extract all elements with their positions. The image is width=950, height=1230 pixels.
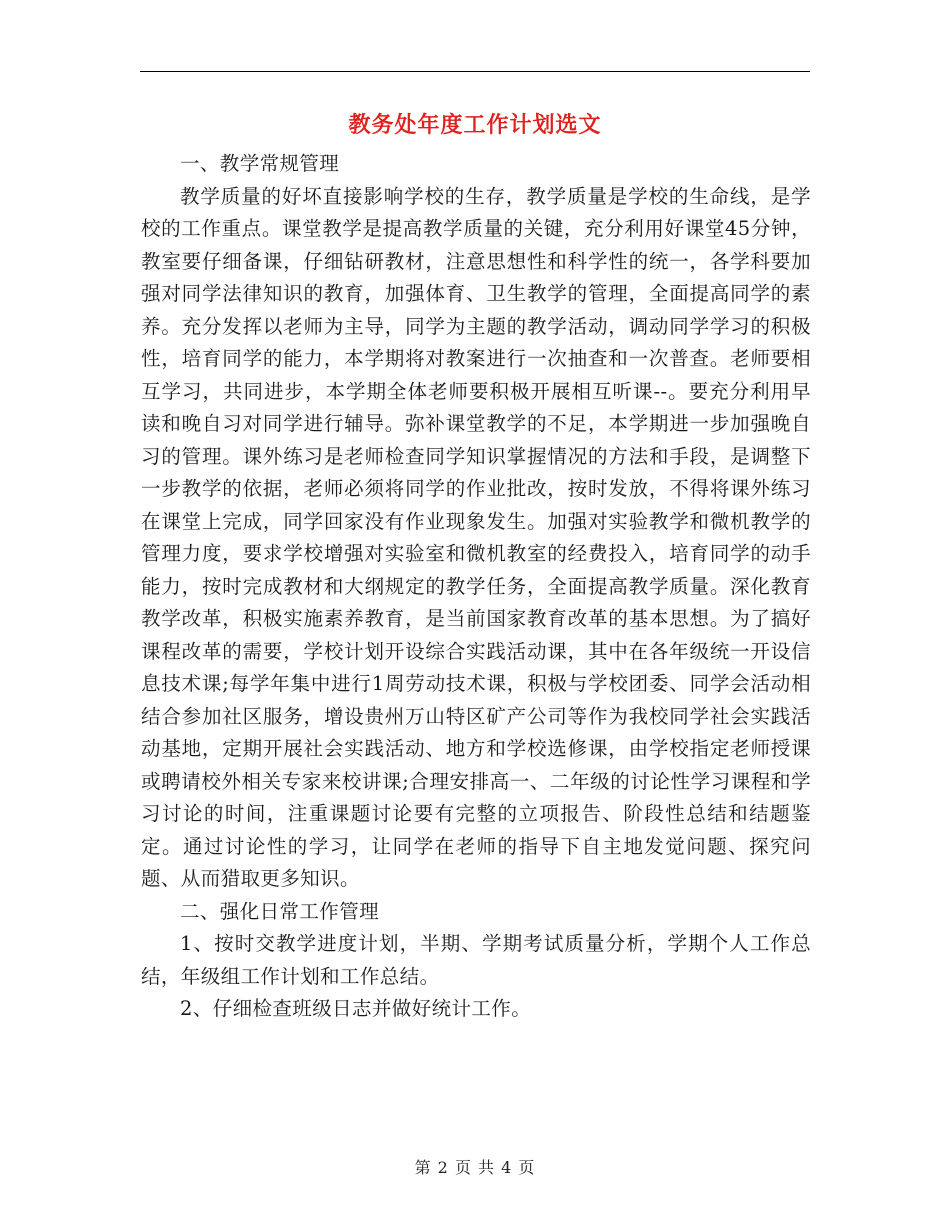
document-title: 教务处年度工作计划选文 — [348, 112, 602, 138]
section-heading-2: 二、强化日常工作管理 — [180, 899, 380, 923]
body-paragraph-1: 教学质量的好坏直接影响学校的生存，教学质量是学校的生命线，是学校的工作重点。课堂教学是提高教学质量的关键，充分利用好课堂45分钟，教室要仔细备课，仔细钻研教材，注意思想性和科学性的统一，各学科要加强对同学法律知识的教育，加强体育、卫生教学的管理，全面提高同学的素养。充分发挥以老师为主导，同学为主题的教学活动，调动同学学习的积极性，培育同学的能力，本学期将对教案进行一次抽查和一次普查。老师要相互学习，共同进步，本学期全体老师要积极开展相互听课--。要充分利用早读和晚自习对同学进行辅导。弥补课堂教学的不足，本学期进一步加强晚自习的管理。课外练习是老师检查同学知识掌握情况的方法和手段，是调整下一步教学的依据，老师必须将同学的作业批改，按时发放，不得将课外练习在课堂上完成，同学回家没有作业现象发生。加强对实验教学和微机教学的管理力度，要求学校增强对实验室和微机教室的经费投入，培育同学的动手能力，按时完成教材和大纲规定的教学任务，全面提高教学质量。深化教育教学改革，积极实施素养教育，是当前国家教育改革的基本思想。为了搞好课程改革的需要，学校计划开设综合实践活动课，其中在各年级统一开设信息技术课;每学年集中进行1周劳动技术课，积极与学校团委、同学会活动相结合参加社区服务，增设贵州万山特区矿产公司等作为我校同学社会实践活动基地，定期开展社会实践活动、地方和学校选修课，由学校指定老师授课或聘请校外相关专家来校讲课;合理安排高一、二年级的讨论性学习课程和学习讨论的时间，注重课题讨论要有完整的立项报告、阶段性总结和结题鉴定。通过讨论性的学习，让同学在老师的指导下自主地发觉问题、探究问题、从而猎取更多知识。 — [141, 184, 811, 890]
body-paragraph-2: 1、按时交教学进度计划，半期、学期考试质量分析，学期个人工作总结，年级组工作计划和工作总结。 — [141, 932, 811, 988]
document-body — [141, 148, 811, 1026]
page-number: 第 2 页 共 4 页 — [414, 1158, 536, 1177]
section-heading-1: 一、教学常规管理 — [180, 152, 340, 175]
body-paragraph-3: 2、仔细检查班级日志并做好统计工作。 — [180, 997, 532, 1020]
header-rule — [140, 71, 810, 72]
